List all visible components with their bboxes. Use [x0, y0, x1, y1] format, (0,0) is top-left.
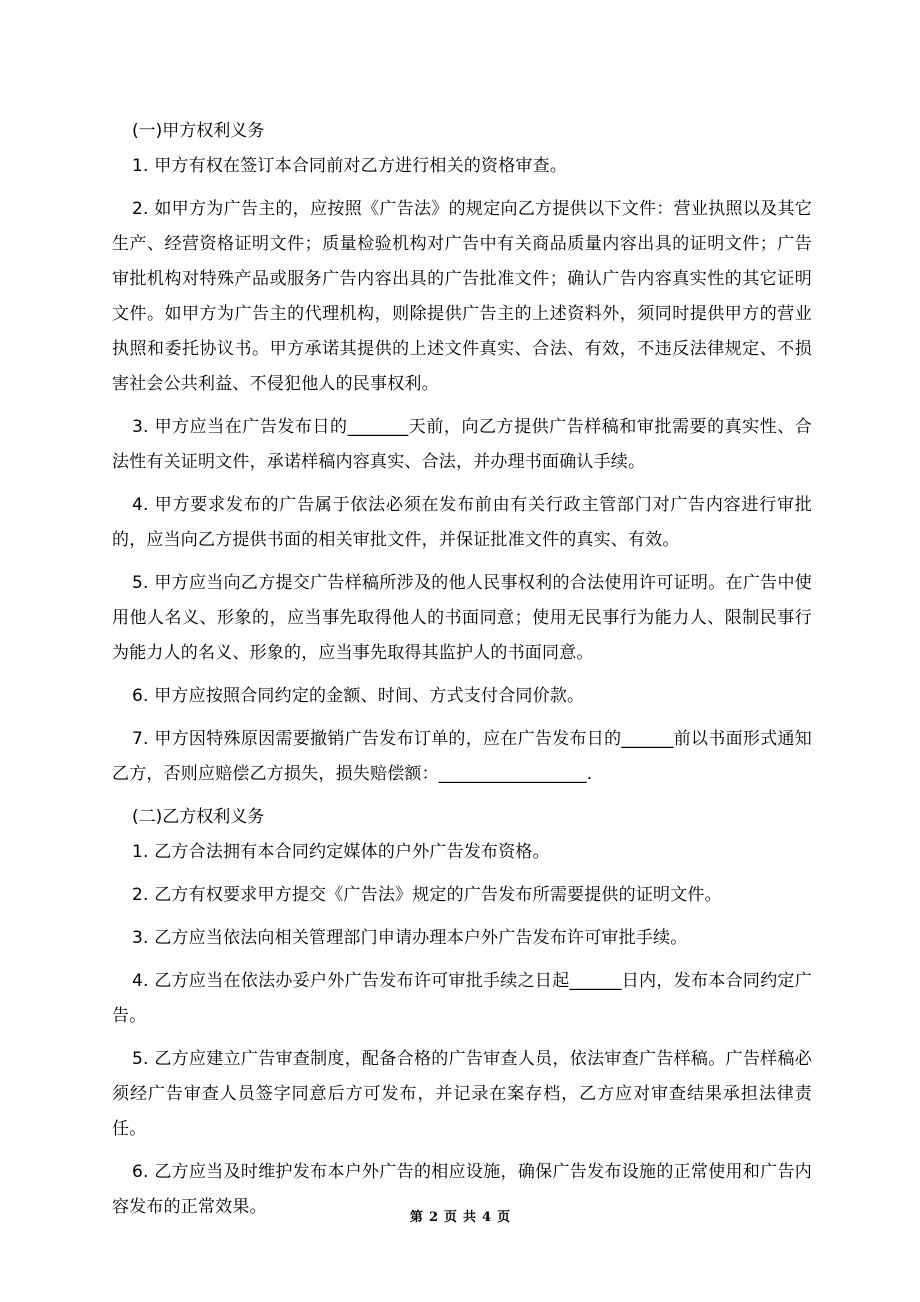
section-heading-party-a: (一)甲方权利义务 [132, 121, 265, 141]
document-body [112, 114, 812, 1233]
total-pages-number: 4 [482, 1210, 492, 1225]
footer-page-word: 页 [443, 1210, 457, 1225]
party-a-clause-2: 2. 如甲方为广告主的，应按照《广告法》的规定向乙方提供以下文件：营业执照以及其它生产、经营资格证明文件；质量检验机构对广告中有关商品质量内容出具的证明文件；广告审批机构对特殊产品或服务广告内容出具的广告批准文件；确认广告内容真实性的其它证明文件。如甲方为广告主的代理机构，则除提供广告主的上述资料外，须同时提供甲方的营业执照和委托协议书。甲方承诺其提供的上述文件真实、合法、有效，不违反法律规定、不损害社会公共利益、不侵犯他人的民事权利。 [112, 199, 812, 394]
current-page-number: 2 [428, 1210, 438, 1225]
party-a-clause-5: 5. 甲方应当向乙方提交广告样稿所涉及的他人民事权利的合法使用许可证明。在广告中使用他人名义、形象的，应当事先取得他人的书面同意；使用无民事行为能力人、限制民事行为能力人的名义、形象的，应当事先取得其监护人的书面同意。 [112, 573, 812, 663]
footer-total-word: 共 [463, 1210, 477, 1225]
party-a-clause-3: 3. 甲方应当在广告发布日的_______天前，向乙方提供广告样稿和审批需要的真实性、合法性有关证明文件，承诺样稿内容真实、合法，并办理书面确认手续。 [112, 417, 812, 472]
page-footer [0, 1206, 920, 1225]
party-b-clause-6: 6. 乙方应当及时维护发布本户外广告的相应设施，确保广告发布设施的正常使用和广告内容发布的正常效果。 [112, 1162, 812, 1217]
footer-suffix: 页 [497, 1210, 511, 1225]
party-b-clause-5: 5. 乙方应建立广告审查制度，配备合格的广告审查人员，依法审查广告样稿。广告样稿必须经广告审查人员签字同意后方可发布，并记录在案存档，乙方应对审查结果承担法律责任。 [112, 1049, 812, 1139]
party-b-clause-3: 3. 乙方应当依法向相关管理部门申请办理本户外广告发布许可审批手续。 [132, 928, 688, 948]
section-heading-party-b: (二)乙方权利义务 [132, 807, 265, 827]
party-b-clause-1: 1. 乙方合法拥有本合同约定媒体的户外广告发布资格。 [132, 842, 550, 862]
party-b-clause-4: 4. 乙方应当在依法办妥户外广告发布许可审批手续之日起______日内，发布本合同约定广告。 [112, 971, 812, 1026]
party-a-clause-1: 1. 甲方有权在签订本合同前对乙方进行相关的资格审查。 [132, 156, 568, 176]
party-a-clause-6: 6. 甲方应按照合同约定的金额、时间、方式支付合同价款。 [132, 686, 585, 706]
footer-prefix: 第 [409, 1210, 423, 1225]
party-a-clause-7: 7. 甲方因特殊原因需要撤销广告发布订单的，应在广告发布日的______前以书面形式通知乙方，否则应赔偿乙方损失，损失赔偿额：_________________. [112, 729, 812, 784]
party-b-clause-2: 2. 乙方有权要求甲方提交《广告法》规定的广告发布所需要提供的证明文件。 [132, 885, 722, 905]
party-a-clause-4: 4. 甲方要求发布的广告属于依法必须在发布前由有关行政主管部门对广告内容进行审批的，应当向乙方提供书面的相关审批文件，并保证批准文件的真实、有效。 [112, 495, 812, 550]
